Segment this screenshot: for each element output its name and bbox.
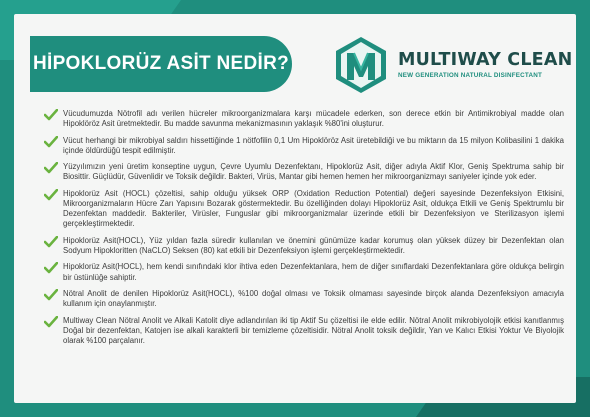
checkmark-icon bbox=[44, 262, 58, 274]
checkmark-icon bbox=[44, 189, 58, 201]
list-item bbox=[44, 236, 564, 256]
page-title: HİPOKLORÜZ ASİT NEDİR? bbox=[32, 53, 290, 74]
checkmark-icon bbox=[44, 236, 58, 248]
title-banner bbox=[30, 36, 292, 92]
logo-m-icon bbox=[332, 36, 390, 94]
checkmark-icon bbox=[44, 316, 58, 328]
list-item-text: Yüzyılımızın yeni üretim konseptine uygun, Çevre Uyumlu Dezenfektanı, Hipoklorüz Asit, diğer adıyla Aktif Klor, Geniş Spektruma sahip bir Biosittir. Güçlüdür, Güvenlidir ve Toksik değildir. Bakteri, Virüs, Mantar gibi hemen hemen her mikroorganizmayı saniyeler içinde yok eder. bbox=[63, 162, 564, 182]
brand-name: MULTIWAY CLEAN bbox=[398, 50, 573, 70]
checkmark-icon bbox=[44, 109, 58, 121]
list-item-text: Multiway Clean Nötral Anolit ve Alkali Katolit diye adlandırılan iki tip Aktif Su çözeltisi ile elde edilir. Nötral Anolit mikrobiyolojik etkisi kanıtlanmış Doğal bir dezenfektan, Katojen ise alkali karakterli bir temizleme çözeltisidir. Nötral Anolit toksik değildir, Yan ve Kalıcı Etkisi Yoktur Ve Biyolojik olarak %100 parçalanır. bbox=[63, 315, 564, 345]
list-item bbox=[44, 316, 564, 347]
content-card bbox=[14, 14, 576, 403]
checkmark-icon bbox=[44, 289, 58, 301]
list-item bbox=[44, 262, 564, 282]
checkmark-icon bbox=[44, 162, 58, 174]
list-item-text: Vücut herhangi bir mikrobiyal saldırı hissettiğinde 1 nötfofilin 0,1 Um Hipoklöröz Asit üretebildiği ve bu miktarın da 15 milyon Kolibasilini 1 dakika içinde öldürdüğü tespit edilmiştir. bbox=[63, 135, 564, 155]
brand-tagline: NEW GENERATION NATURAL DISINFECTANT bbox=[398, 72, 543, 79]
list-item-text: Hipoklorüz Asit (HOCL) çözeltisi, sahip olduğu yüksek ORP (Oxidation Reduction Potential) değeri sayesinde Dezenfeksiyon Etkisini, Mikroorganizmaların Hücre Zarı Yapısını Bozarak göstermektedir. Bu özelliğinden dolayı Hipoklorüz Asit, oldukça Etkili ve Geniş Spektrumlu bir Dezenfektan maddedir. Bakteriler, Virüsler, Funguslar gibi mikroorganizmalar üzerinde etkili bir Dezenfeksiyon ve Sterilizasyon işlemi gerçekleştirmektedir. bbox=[63, 188, 564, 229]
list-item bbox=[44, 189, 564, 230]
list-item bbox=[44, 136, 564, 156]
list-item-text: Vücudumuzda Nötrofil adı verilen hücreler mikroorganizmalara karşı mücadele ederken, son derece etkin bir Antimikrobiyal madde olan Hipoklöröz Asit üretmektedir. Bu madde savunma mekanizmasının yaklaşık %80'ini oluşturur. bbox=[63, 109, 564, 129]
list-item-text: Hipoklorüz Asit(HOCL), hem kendi sınıfındaki klor ihtiva eden Dezenfektanlara, hem de diğer sınıflardaki Dezenfektanlara göre oldukça belirgin bir üstünlüğe sahiptir. bbox=[63, 262, 564, 282]
list-item bbox=[44, 162, 564, 182]
list-item bbox=[44, 289, 564, 309]
list-item-text: Hipoklorüz Asit(HOCL), Yüz yıldan fazla süredir kullanılan ve önemini günümüze kadar korumuş olan yüksek düzey bir Dezenfektan olan Sodyum Hipokloritten (NaCLO) Seksen (80) kat etkili bir Dezenfeksiyon işlemi gerçekleştirmektedir. bbox=[63, 235, 564, 255]
info-list bbox=[44, 109, 564, 352]
checkmark-icon bbox=[44, 136, 58, 148]
list-item bbox=[44, 109, 564, 129]
list-item-text: Nötral Anolit de denilen Hipoklorüz Asit(HOCL), %100 doğal olması ve Toksik olmaması sayesinde birçok alanda Dezenfeksiyon amacıyla kullanım için onaylanmıştır. bbox=[63, 288, 564, 309]
brand-logo bbox=[332, 34, 572, 94]
